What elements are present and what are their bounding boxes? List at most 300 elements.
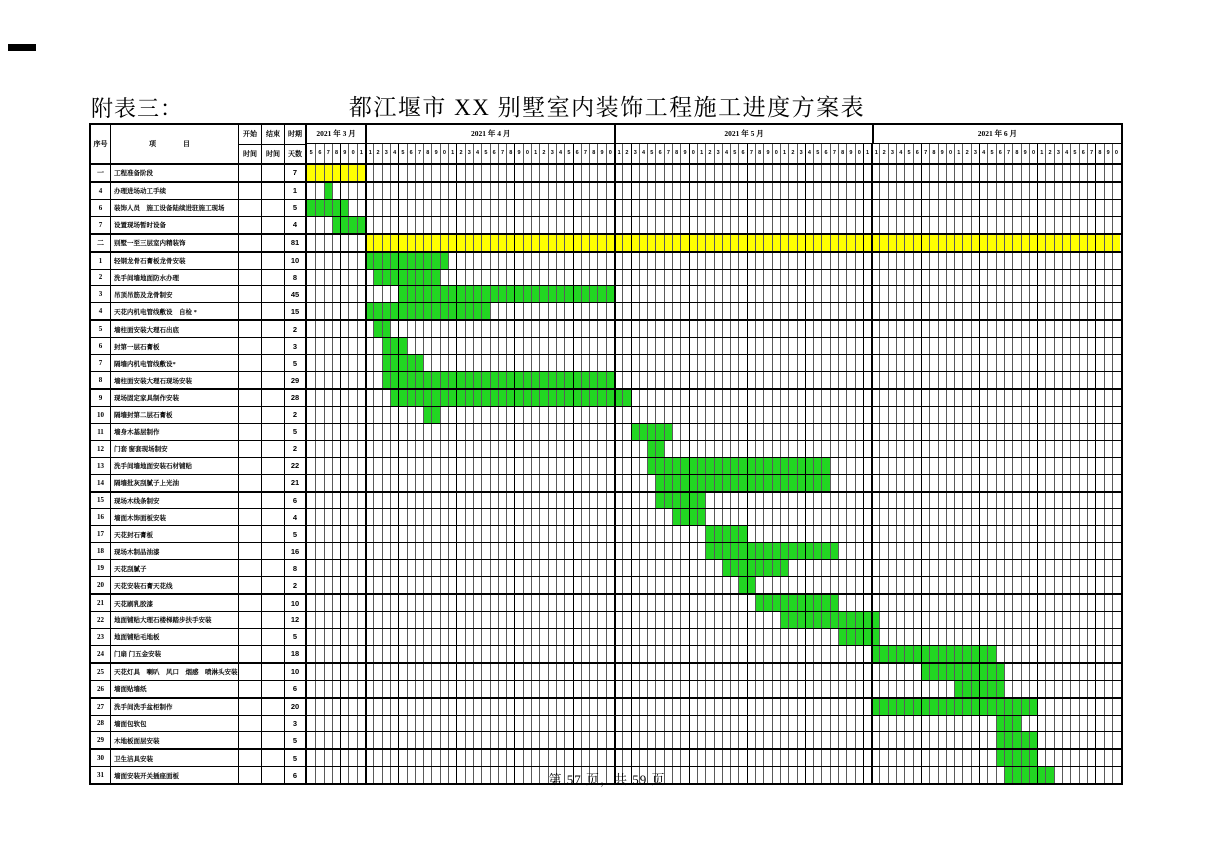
day-cell xyxy=(664,699,672,715)
task-start-time xyxy=(239,699,262,715)
day-cell xyxy=(473,200,481,216)
day-cell xyxy=(830,338,838,354)
day-cell xyxy=(1062,732,1070,748)
day-cell xyxy=(506,493,514,509)
task-timeline xyxy=(307,183,1121,199)
day-cell xyxy=(780,303,788,319)
day-cell xyxy=(465,407,473,423)
day-cell xyxy=(904,390,912,406)
day-cell xyxy=(1054,612,1062,628)
day-cell xyxy=(664,355,672,371)
day-cell xyxy=(548,595,556,611)
day-cell xyxy=(1070,475,1078,491)
day-cell xyxy=(531,681,539,697)
day-cell xyxy=(913,577,921,593)
day-cell xyxy=(722,390,730,406)
day-cell xyxy=(456,732,464,748)
day-cell xyxy=(1004,407,1012,423)
day-cell xyxy=(821,681,829,697)
day-cell xyxy=(722,699,730,715)
day-cell xyxy=(946,270,954,286)
task-name: 地面铺贴大理石楼梯踏步扶手安装 xyxy=(111,612,239,628)
day-cell xyxy=(415,560,423,576)
day-cell xyxy=(597,612,605,628)
day-cell xyxy=(548,493,556,509)
gantt-bar-cell xyxy=(1095,235,1103,251)
day-cell xyxy=(838,200,846,216)
day-cell xyxy=(929,372,937,388)
day-cell xyxy=(730,183,738,199)
day-cell xyxy=(1004,338,1012,354)
day-cell xyxy=(813,183,821,199)
gantt-bar-cell xyxy=(954,646,962,662)
day-cell xyxy=(539,441,547,457)
day-cell xyxy=(888,493,896,509)
day-cell xyxy=(340,372,348,388)
day-cell xyxy=(863,699,871,715)
day-cell xyxy=(1079,372,1087,388)
task-row xyxy=(91,629,1121,646)
day-cell xyxy=(689,200,697,216)
day-cell xyxy=(830,681,838,697)
day-cell xyxy=(846,493,854,509)
day-cell xyxy=(689,664,697,680)
day-cell xyxy=(315,699,323,715)
day-cell xyxy=(921,372,929,388)
day-cell xyxy=(846,270,854,286)
day-cell xyxy=(962,424,970,440)
day-cell xyxy=(556,303,564,319)
day-cell xyxy=(481,407,489,423)
day-cell xyxy=(680,253,688,269)
day-cell xyxy=(373,681,381,697)
day-cell xyxy=(913,629,921,645)
day-cell xyxy=(1104,270,1112,286)
day-cell xyxy=(664,372,672,388)
day-cell xyxy=(987,407,995,423)
day-cell xyxy=(539,424,547,440)
day-cell xyxy=(1054,424,1062,440)
day-cell xyxy=(1087,407,1095,423)
day-cell xyxy=(689,183,697,199)
day-number: 6 xyxy=(655,144,663,163)
day-cell xyxy=(1104,716,1112,732)
page-footer: 第 57 页，共 59 页 xyxy=(548,772,666,787)
day-cell xyxy=(1087,681,1095,697)
day-cell xyxy=(1104,577,1112,593)
day-cell xyxy=(705,390,713,406)
day-cell xyxy=(871,321,879,337)
day-cell xyxy=(548,699,556,715)
day-cell xyxy=(938,750,946,766)
day-cell xyxy=(1112,629,1120,645)
day-cell xyxy=(431,681,439,697)
day-number: 8 xyxy=(929,144,937,163)
day-cell xyxy=(747,732,755,748)
day-cell xyxy=(871,509,879,525)
gantt-bar-cell xyxy=(805,475,813,491)
day-number: 8 xyxy=(332,144,340,163)
day-cell xyxy=(855,303,863,319)
day-cell xyxy=(1045,355,1053,371)
day-cell xyxy=(373,390,381,406)
day-cell xyxy=(514,165,522,181)
day-cell xyxy=(722,338,730,354)
day-cell xyxy=(398,595,406,611)
day-cell xyxy=(896,407,904,423)
day-cell xyxy=(324,424,332,440)
day-cell xyxy=(689,253,697,269)
day-cell xyxy=(407,629,415,645)
day-cell xyxy=(913,716,921,732)
day-cell xyxy=(340,475,348,491)
day-cell xyxy=(357,595,365,611)
day-cell xyxy=(589,612,597,628)
day-cell xyxy=(539,217,547,233)
day-cell xyxy=(407,217,415,233)
day-cell xyxy=(456,493,464,509)
task-duration-days: 4 xyxy=(285,509,307,525)
gantt-bar-cell xyxy=(647,235,655,251)
day-cell xyxy=(805,321,813,337)
task-row xyxy=(91,699,1121,716)
gantt-bar-cell xyxy=(830,543,838,559)
day-cell xyxy=(879,577,887,593)
day-cell xyxy=(879,270,887,286)
task-end-time xyxy=(262,372,285,388)
day-cell xyxy=(465,441,473,457)
day-cell xyxy=(1021,253,1029,269)
gantt-bar-cell xyxy=(514,286,522,302)
day-cell xyxy=(962,338,970,354)
day-cell xyxy=(415,612,423,628)
gantt-bar-cell xyxy=(996,235,1004,251)
day-cell xyxy=(1079,390,1087,406)
day-cell xyxy=(954,526,962,542)
day-cell xyxy=(440,217,448,233)
day-cell xyxy=(481,577,489,593)
gantt-bar-cell xyxy=(689,509,697,525)
day-cell xyxy=(315,595,323,611)
gantt-bar-cell xyxy=(324,200,332,216)
day-cell xyxy=(788,390,796,406)
gantt-bar-cell xyxy=(1012,235,1020,251)
day-cell xyxy=(514,732,522,748)
gantt-bar-cell xyxy=(763,560,771,576)
day-cell xyxy=(954,595,962,611)
day-number: 5 xyxy=(904,144,912,163)
day-cell xyxy=(813,303,821,319)
day-cell xyxy=(1004,493,1012,509)
day-cell xyxy=(821,200,829,216)
day-cell xyxy=(1112,270,1120,286)
gantt-bar-cell xyxy=(606,286,614,302)
day-cell xyxy=(863,217,871,233)
day-cell xyxy=(863,664,871,680)
day-cell xyxy=(971,560,979,576)
day-cell xyxy=(307,441,315,457)
day-cell xyxy=(763,681,771,697)
day-cell xyxy=(1054,716,1062,732)
day-cell xyxy=(531,183,539,199)
day-cell xyxy=(332,475,340,491)
day-cell xyxy=(606,699,614,715)
day-number: 8 xyxy=(423,144,431,163)
day-cell xyxy=(365,424,373,440)
day-cell xyxy=(407,493,415,509)
gantt-bar-cell xyxy=(805,612,813,628)
day-cell xyxy=(506,338,514,354)
day-cell xyxy=(921,716,929,732)
day-cell xyxy=(1095,424,1103,440)
day-cell xyxy=(490,629,498,645)
gantt-bar-cell xyxy=(788,475,796,491)
day-cell xyxy=(531,321,539,337)
day-cell xyxy=(797,286,805,302)
day-cell xyxy=(904,321,912,337)
day-cell xyxy=(373,475,381,491)
day-cell xyxy=(573,716,581,732)
day-cell xyxy=(407,200,415,216)
day-cell xyxy=(622,577,630,593)
day-cell xyxy=(680,664,688,680)
day-cell xyxy=(830,355,838,371)
day-cell xyxy=(971,372,979,388)
gantt-bar-cell xyxy=(655,424,663,440)
day-cell xyxy=(888,612,896,628)
gantt-bar-cell xyxy=(813,612,821,628)
day-cell xyxy=(490,424,498,440)
start-label-top: 开始 xyxy=(239,125,261,145)
task-seq: 20 xyxy=(91,577,111,593)
task-name: 天花灯具 喇叭 风口 烟感 喷淋头安装 xyxy=(111,664,239,680)
day-cell xyxy=(423,716,431,732)
gantt-bar-cell xyxy=(440,390,448,406)
day-cell xyxy=(539,560,547,576)
gantt-bar-cell xyxy=(606,235,614,251)
day-cell xyxy=(821,750,829,766)
day-cell xyxy=(606,732,614,748)
day-cell xyxy=(1104,612,1112,628)
day-cell xyxy=(498,458,506,474)
day-cell xyxy=(1104,681,1112,697)
day-cell xyxy=(664,253,672,269)
day-cell xyxy=(714,217,722,233)
day-cell xyxy=(1062,681,1070,697)
day-cell xyxy=(622,372,630,388)
day-cell xyxy=(490,646,498,662)
day-cell xyxy=(390,646,398,662)
day-cell xyxy=(315,681,323,697)
day-cell xyxy=(1054,475,1062,491)
day-cell xyxy=(473,338,481,354)
day-cell xyxy=(490,612,498,628)
task-end-time xyxy=(262,286,285,302)
gantt-bar-cell xyxy=(755,475,763,491)
task-end-time xyxy=(262,595,285,611)
day-cell xyxy=(689,577,697,593)
task-name: 洗手间墙地面安装石材铺贴 xyxy=(111,458,239,474)
day-cell xyxy=(448,646,456,662)
day-cell xyxy=(606,253,614,269)
day-cell xyxy=(348,750,356,766)
day-cell xyxy=(805,526,813,542)
day-cell xyxy=(913,493,921,509)
day-cell xyxy=(1004,543,1012,559)
day-cell xyxy=(647,303,655,319)
day-cell xyxy=(332,699,340,715)
day-cell xyxy=(838,424,846,440)
day-cell xyxy=(1104,355,1112,371)
gantt-bar-cell xyxy=(548,286,556,302)
day-cell xyxy=(938,543,946,559)
day-cell xyxy=(324,612,332,628)
day-cell xyxy=(398,646,406,662)
day-cell xyxy=(606,509,614,525)
day-cell xyxy=(680,750,688,766)
day-cell xyxy=(938,424,946,440)
day-cell xyxy=(647,475,655,491)
day-cell xyxy=(382,577,390,593)
day-cell xyxy=(548,475,556,491)
gantt-bar-cell xyxy=(481,390,489,406)
day-cell xyxy=(763,732,771,748)
day-cell xyxy=(514,253,522,269)
day-cell xyxy=(382,716,390,732)
day-cell xyxy=(1054,165,1062,181)
gantt-bar-cell xyxy=(1012,716,1020,732)
day-cell xyxy=(929,493,937,509)
day-cell xyxy=(987,612,995,628)
day-cell xyxy=(1070,732,1078,748)
day-cell xyxy=(340,716,348,732)
gantt-bar-cell xyxy=(888,699,896,715)
day-cell xyxy=(755,338,763,354)
task-timeline xyxy=(307,732,1121,748)
day-cell xyxy=(714,716,722,732)
day-cell xyxy=(1112,407,1120,423)
day-cell xyxy=(896,750,904,766)
day-cell xyxy=(788,286,796,302)
day-cell xyxy=(863,475,871,491)
task-duration-days: 29 xyxy=(285,372,307,388)
day-cell xyxy=(863,493,871,509)
day-cell xyxy=(481,646,489,662)
task-end-time xyxy=(262,390,285,406)
day-cell xyxy=(398,526,406,542)
task-row xyxy=(91,681,1121,699)
day-cell xyxy=(307,543,315,559)
day-cell xyxy=(888,681,896,697)
day-cell xyxy=(805,509,813,525)
day-cell xyxy=(324,355,332,371)
day-cell xyxy=(373,165,381,181)
day-cell xyxy=(606,424,614,440)
day-cell xyxy=(564,732,572,748)
day-cell xyxy=(348,372,356,388)
day-number: 6 xyxy=(315,144,323,163)
gantt-bar-cell xyxy=(954,699,962,715)
day-cell xyxy=(697,612,705,628)
day-cell xyxy=(655,509,663,525)
day-cell xyxy=(1062,441,1070,457)
day-cell xyxy=(631,165,639,181)
gantt-bar-cell xyxy=(855,612,863,628)
day-cell xyxy=(523,493,531,509)
day-cell xyxy=(888,372,896,388)
task-name: 墙面贴墙纸 xyxy=(111,681,239,697)
day-cell xyxy=(315,235,323,251)
day-cell xyxy=(954,577,962,593)
day-cell xyxy=(340,441,348,457)
task-seq: 14 xyxy=(91,475,111,491)
day-cell xyxy=(531,526,539,542)
day-cell xyxy=(481,493,489,509)
day-cell xyxy=(1054,509,1062,525)
day-cell xyxy=(1004,183,1012,199)
day-cell xyxy=(705,183,713,199)
day-cell xyxy=(738,664,746,680)
task-name: 地面铺贴毛地板 xyxy=(111,629,239,645)
day-cell xyxy=(879,458,887,474)
day-cell xyxy=(1070,750,1078,766)
day-cell xyxy=(556,664,564,680)
gantt-bar-cell xyxy=(921,646,929,662)
day-cell xyxy=(556,681,564,697)
gantt-bar-cell xyxy=(987,681,995,697)
task-row xyxy=(91,321,1121,338)
day-cell xyxy=(1054,372,1062,388)
day-cell xyxy=(722,183,730,199)
day-cell xyxy=(1087,612,1095,628)
day-number: 7 xyxy=(921,144,929,163)
day-cell xyxy=(448,716,456,732)
day-cell xyxy=(539,338,547,354)
day-cell xyxy=(879,217,887,233)
day-cell xyxy=(1029,303,1037,319)
day-cell xyxy=(813,716,821,732)
task-duration-days: 5 xyxy=(285,750,307,766)
day-cell xyxy=(913,407,921,423)
day-cell xyxy=(755,509,763,525)
day-cell xyxy=(573,165,581,181)
gantt-bar-cell xyxy=(1029,750,1037,766)
day-cell xyxy=(797,338,805,354)
day-cell xyxy=(465,475,473,491)
day-cell xyxy=(763,407,771,423)
day-cell xyxy=(415,699,423,715)
gantt-bar-cell xyxy=(564,390,572,406)
gantt-bar-cell xyxy=(730,526,738,542)
day-cell xyxy=(929,732,937,748)
day-number: 4 xyxy=(473,144,481,163)
day-cell xyxy=(631,664,639,680)
day-cell xyxy=(954,183,962,199)
day-number: 2 xyxy=(373,144,381,163)
day-cell xyxy=(913,217,921,233)
day-cell xyxy=(971,475,979,491)
day-cell xyxy=(514,217,522,233)
day-cell xyxy=(1045,338,1053,354)
day-cell xyxy=(523,716,531,732)
gantt-bar-cell xyxy=(481,235,489,251)
day-cell xyxy=(448,270,456,286)
day-cell xyxy=(838,253,846,269)
day-cell xyxy=(863,716,871,732)
gantt-bar-cell xyxy=(506,286,514,302)
day-cell xyxy=(896,270,904,286)
gantt-bar-cell xyxy=(423,253,431,269)
